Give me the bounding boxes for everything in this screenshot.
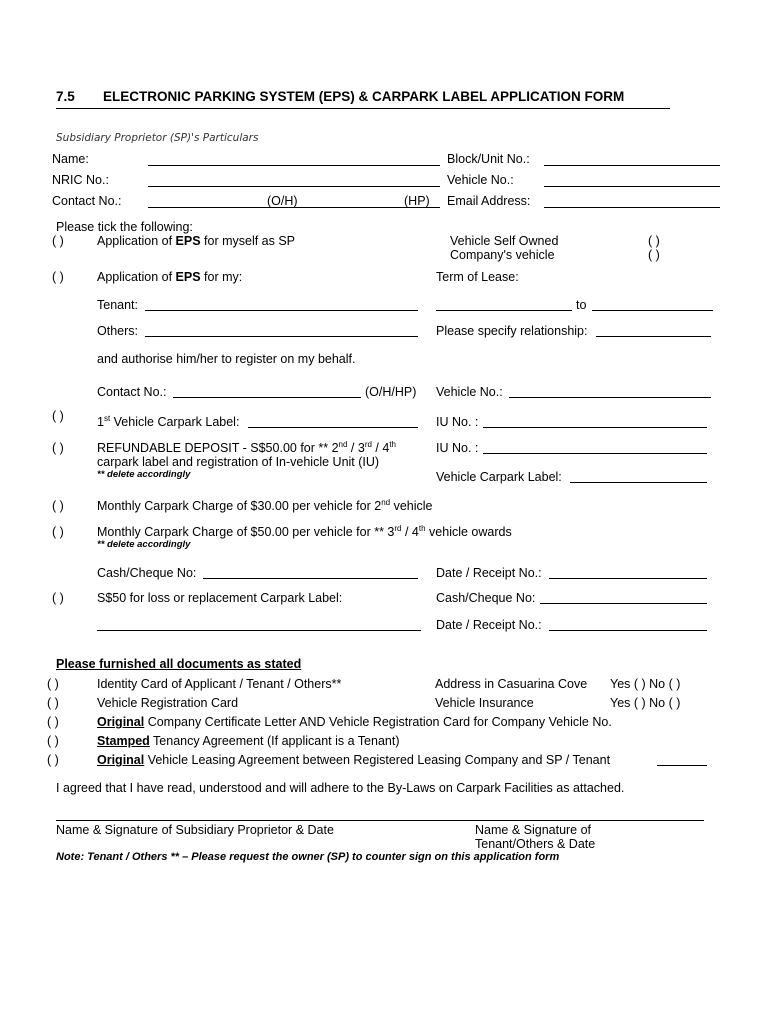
first-carpark-label: 1st Vehicle Carpark Label: <box>97 413 240 429</box>
section-sp-heading: Subsidiary Proprietor (SP)'s Particulars <box>56 132 259 144</box>
footer-note: Note: Tenant / Others ** – Please request the owner (SP) to counter sign on this application form <box>56 851 560 863</box>
term-label: Term of Lease: <box>436 270 519 284</box>
page-title: ELECTRONIC PARKING SYSTEM (EPS) & CARPARK LABEL APPLICATION FORM <box>103 89 625 104</box>
doc-ic-label: Identity Card of Applicant / Tenant / Others** <box>97 677 342 691</box>
deposit-text-line2: carpark label and registration of In-vehicle Unit (IU) <box>97 455 380 469</box>
tick-heading: Please tick the following: <box>56 220 193 234</box>
signature-line[interactable] <box>56 820 704 821</box>
lease-to-field[interactable] <box>592 310 713 311</box>
date-receipt-field-2[interactable] <box>549 630 707 631</box>
leasing-field[interactable] <box>657 765 707 766</box>
doc-company-label: Original Company Certificate Letter AND Vehicle Registration Card for Company Vehicle No. <box>97 715 612 729</box>
iu-label-1: IU No. : <box>436 415 479 429</box>
deposit-text: REFUNDABLE DEPOSIT - S$50.00 for ** 2nd / 3rd / 4th <box>97 439 396 455</box>
cash-label: Cash/Cheque No: <box>97 566 197 580</box>
relationship-field[interactable] <box>596 336 711 337</box>
iu-field-2[interactable] <box>483 453 707 454</box>
ohhp-label: (O/H/HP) <box>365 385 417 399</box>
checkbox-doc-ic[interactable]: ( ) <box>47 677 59 691</box>
date-receipt-label: Date / Receipt No.: <box>436 566 542 580</box>
cash-field-2[interactable] <box>540 603 707 604</box>
company-vehicle-label: Company's vehicle <box>450 248 555 262</box>
checkbox-self-owned[interactable]: ( ) <box>648 234 660 248</box>
monthly30-text: Monthly Carpark Charge of $30.00 per vehicle for 2nd vehicle <box>97 497 433 513</box>
vehicle-field[interactable] <box>544 186 720 187</box>
vcl-label: Vehicle Carpark Label: <box>436 470 562 484</box>
eps-for-my-label: Application of EPS for my: <box>97 270 243 284</box>
vehicle-label: Vehicle No.: <box>447 173 514 187</box>
name-label: Name: <box>52 152 89 166</box>
checkbox-doc-tenancy[interactable]: ( ) <box>47 734 59 748</box>
contact-label: Contact No.: <box>52 194 122 208</box>
doc-tenancy-label: Stamped Tenancy Agreement (If applicant is a Tenant) <box>97 734 400 748</box>
others-field[interactable] <box>145 336 418 337</box>
cash-field[interactable] <box>203 578 418 579</box>
tenant-field[interactable] <box>145 310 418 311</box>
docs-heading: Please furnished all documents as stated <box>56 657 302 671</box>
monthly50-text: Monthly Carpark Charge of $50.00 per vehicle for ** 3rd / 4th vehicle owards <box>97 523 512 539</box>
vehicle-no-label: Vehicle No.: <box>436 385 503 399</box>
vcl-field[interactable] <box>570 482 707 483</box>
iu-field-1[interactable] <box>483 427 707 428</box>
name-field[interactable] <box>148 165 440 166</box>
address-yes-no[interactable]: Yes ( ) No ( ) <box>610 677 681 691</box>
email-label: Email Address: <box>447 194 531 208</box>
checkbox-company-vehicle[interactable]: ( ) <box>648 248 660 262</box>
contact-no-label: Contact No.: <box>97 385 167 399</box>
checkbox-loss[interactable]: ( ) <box>52 591 64 605</box>
sp-signature-label: Name & Signature of Subsidiary Proprietor & Date <box>56 823 334 837</box>
agreement-text: I agreed that I have read, understood and will adhere to the By-Laws on Carpark Facilities as attached. <box>56 781 625 795</box>
loss-label: S$50 for loss or replacement Carpark Label: <box>97 591 343 605</box>
nric-label: NRIC No.: <box>52 173 109 187</box>
checkbox-monthly30[interactable]: ( ) <box>52 499 64 513</box>
checkbox-first-label[interactable]: ( ) <box>52 409 64 423</box>
title-underline <box>56 108 670 109</box>
self-owned-label: Vehicle Self Owned <box>450 234 559 248</box>
checkbox-doc-leasing[interactable]: ( ) <box>47 753 59 767</box>
tenant-signature-label-1: Name & Signature of <box>475 823 592 837</box>
delete-note-2: ** delete accordingly <box>97 539 191 550</box>
date-receipt-label-2: Date / Receipt No.: <box>436 618 542 632</box>
oh-label: (O/H) <box>267 194 298 208</box>
contact-no-field[interactable] <box>173 397 361 398</box>
first-carpark-field[interactable] <box>248 427 418 428</box>
to-label: to <box>576 298 587 312</box>
iu-label-2: IU No. : <box>436 441 479 455</box>
section-number: 7.5 <box>56 89 75 104</box>
vehicle-no-field[interactable] <box>509 397 711 398</box>
delete-note-1: ** delete accordingly <box>97 469 191 480</box>
tenant-label: Tenant: <box>97 298 139 312</box>
block-field[interactable] <box>544 165 720 166</box>
insurance-yes-no[interactable]: Yes ( ) No ( ) <box>610 696 681 710</box>
tenant-signature-label-2: Tenant/Others & Date <box>475 837 596 851</box>
block-label: Block/Unit No.: <box>447 152 530 166</box>
authorise-text: and authorise him/her to register on my behalf. <box>97 352 356 366</box>
lease-from-field[interactable] <box>436 310 572 311</box>
doc-vrc-label: Vehicle Registration Card <box>97 696 239 710</box>
checkbox-doc-company[interactable]: ( ) <box>47 715 59 729</box>
loss-field[interactable] <box>97 630 421 631</box>
hp-label: (HP) <box>404 194 430 208</box>
checkbox-deposit[interactable]: ( ) <box>52 441 64 455</box>
relationship-label: Please specify relationship: <box>436 324 588 338</box>
insurance-label: Vehicle Insurance <box>435 696 534 710</box>
others-label: Others: <box>97 324 138 338</box>
checkbox-monthly50[interactable]: ( ) <box>52 525 64 539</box>
checkbox-eps-for-my[interactable]: ( ) <box>52 270 64 284</box>
email-field[interactable] <box>544 207 720 208</box>
nric-field[interactable] <box>148 186 440 187</box>
checkbox-eps-self[interactable]: ( ) <box>52 234 64 248</box>
doc-leasing-label: Original Vehicle Leasing Agreement between Registered Leasing Company and SP / Tenant <box>97 753 611 767</box>
cash-label-2: Cash/Cheque No: <box>436 591 536 605</box>
eps-self-label: Application of EPS for myself as SP <box>97 234 296 248</box>
address-label: Address in Casuarina Cove <box>435 677 588 691</box>
checkbox-doc-vrc[interactable]: ( ) <box>47 696 59 710</box>
date-receipt-field[interactable] <box>549 578 707 579</box>
